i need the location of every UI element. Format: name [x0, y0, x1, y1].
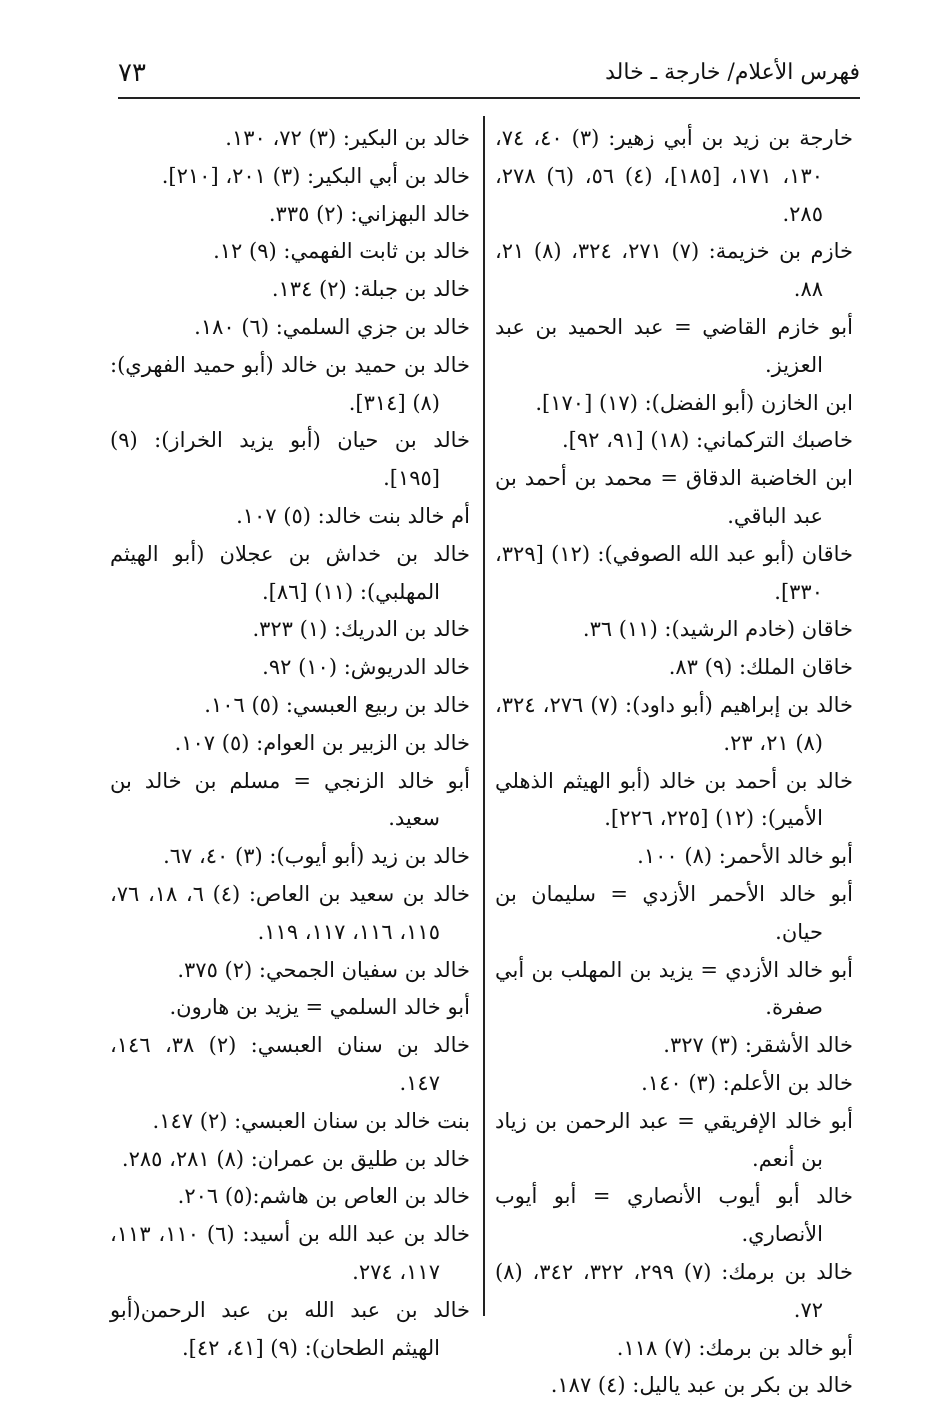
index-entry: خالد بن ثابت الفهمي: (٩) ١٢.: [213, 239, 470, 264]
index-entry: أبو خالد الإفريقي = عبد الرحمن بن زياد بن أنعم.: [495, 1108, 853, 1171]
index-entry: خالد بن البكير: (٣) ٧٢، ١٣٠.: [225, 126, 470, 150]
index-entry: خازم بن خزيمة: (٧) ٢٧١، ٣٢٤، (٨) ٢١، ٨٨.: [495, 239, 854, 302]
index-entry: خالد بن زيد (أبو أيوب): (٣) ٤٠، ٦٧.: [163, 844, 470, 869]
index-entry: خالد بن سنان العبسي: (٢) ٣٨، ١٤٦، ١٤٧.: [110, 1033, 471, 1095]
index-entry: بنت خالد بن سنان العبسي: (٢) ١٤٧.: [152, 1108, 470, 1133]
index-column-left: [110, 120, 470, 1367]
index-entry: خالد بن الزبير بن العوام: (٥) ١٠٧.: [174, 730, 470, 755]
index-entry: خالد بن طليق بن عمران: (٨) ٢٨١، ٢٨٥.: [121, 1146, 470, 1171]
index-entry: خالد الدريوش: (١٠) ٩٢.: [262, 655, 470, 680]
index-entry: أبو خالد الأزدي = يزيد بن المهلب بن أبي صفرة.: [495, 957, 853, 1020]
index-entry: خالد بن ربيع العبسي: (٥) ١٠٦.: [204, 692, 470, 717]
index-entry: خالد بن عبد الله بن أسيد: (٦) ١١٠، ١١٣، ١١٧، ٢٧٤.: [110, 1222, 471, 1284]
index-entry: خاقان (أبو عبد الله الصوفي): (١٢) [٣٢٩، ٣٣٠].: [495, 541, 854, 604]
index-entry: خالد بن خداش بن عجلان (أبو الهيثم المهلبي): (١١) [٨٦].: [110, 541, 470, 604]
index-entry: خالد بن بكر بن عبد ياليل: (٤) ١٨٧.: [550, 1373, 853, 1398]
index-entry: خاقان (خادم الرشيد): (١١) ٣٦.: [582, 617, 853, 642]
index-entry: خالد بن عبد الله بن عبد الرحمن(أبو الهيثم الطحان): (٩) [٤١، ٤٢].: [110, 1297, 470, 1360]
index-entry: خالد بن جبلة: (٢) ١٣٤.: [271, 277, 470, 302]
index-entry: أبو خازم القاضي = عبد الحميد بن عبد العزيز.: [495, 314, 853, 377]
index-entry: أم خالد بنت خالد: (٥) ١٠٧.: [236, 503, 470, 528]
index-entry: خالد أبو أيوب الأنصاري = أبو أيوب الأنصاري.: [495, 1184, 853, 1247]
index-entry: خالد بن العاص بن هاشم:(٥) ٢٠٦.: [177, 1184, 470, 1209]
index-entry: خالد بن سعيد بن العاص: (٤) ٦، ١٨، ٧٦، ١١٥، ١١٦، ١١٧، ١١٩.: [110, 881, 471, 944]
index-entry: خالد بن الأعلم: (٣) ١٤٠.: [641, 1070, 853, 1095]
index-entry: خاصبك التركماني: (١٨) [٩١، ٩٢].: [562, 428, 853, 453]
page-number: ٧٣: [118, 58, 146, 88]
index-entry: خالد بن برمك: (٧) ٢٩٩، ٣٢٢، ٣٤٢، (٨) ٧٢.: [495, 1259, 854, 1322]
header-rule: [118, 97, 860, 99]
index-entry: خالد بن حيان (أبو يزيد الخراز): (٩) [١٩٥].: [110, 428, 470, 491]
index-entry: أبو خالد الأحمر الأزدي = سليمان بن حيان.: [495, 881, 853, 944]
index-entry: خالد بن أحمد بن خالد (أبو الهيثم الذهلي الأمير): (١٢) [٢٢٥، ٢٢٦].: [495, 768, 853, 831]
index-entry: ابن الخاضبة الدقاق = محمد بن أحمد بن عبد الباقي.: [495, 466, 853, 528]
index-entry: خالد بن سفيان الجمحي: (٢) ٣٧٥.: [177, 957, 470, 982]
index-entry: خالد بن جزي السلمي: (٦) ١٨٠.: [194, 314, 470, 339]
index-entry: أبو خالد الزنجي = مسلم بن خالد بن سعيد.: [110, 768, 470, 831]
running-title: فهرس الأعلام/ خارجة ـ خالد: [605, 60, 860, 85]
column-divider: [483, 116, 485, 1316]
index-entry: ابن الخازن (أبو الفضل): (١٧) [١٧٠].: [535, 390, 853, 415]
index-entry: خالد بن حميد بن خالد (أبو حميد الفهري): (٨) [٣١٤].: [110, 352, 470, 415]
index-entry: خاقان الملك: (٩) ٨٣.: [668, 655, 853, 680]
index-column-right: [495, 120, 853, 1405]
index-entry: خارجة بن زيد بن أبي زهير: (٣) ٤٠، ٧٤، ١٣٠، ١٧١، [١٨٥]، (٤) ٥٦، (٦) ٢٧٨، ٢٨٥.: [495, 126, 854, 226]
index-entry: خالد بن الدريك: (١) ٣٢٣.: [252, 617, 470, 642]
index-entry: أبو خالد السلمي = يزيد بن هارون.: [169, 995, 470, 1020]
index-entry: خالد الأشقر: (٣) ٣٢٧.: [663, 1033, 853, 1058]
index-entry: خالد البهزاني: (٢) ٣٣٥.: [268, 201, 470, 226]
page-header: [118, 52, 860, 98]
index-entry: أبو خالد بن برمك: (٧) ١١٨.: [616, 1335, 853, 1360]
index-entry: أبو خالد الأحمر: (٨) ١٠٠.: [637, 844, 853, 869]
index-entry: خالد بن إبراهيم (أبو داود): (٧) ٢٧٦، ٣٢٤، (٨) ٢١، ٢٣.: [495, 692, 853, 755]
index-entry: خالد بن أبي البكير: (٣) ٢٠١، [٢١٠].: [161, 163, 470, 188]
